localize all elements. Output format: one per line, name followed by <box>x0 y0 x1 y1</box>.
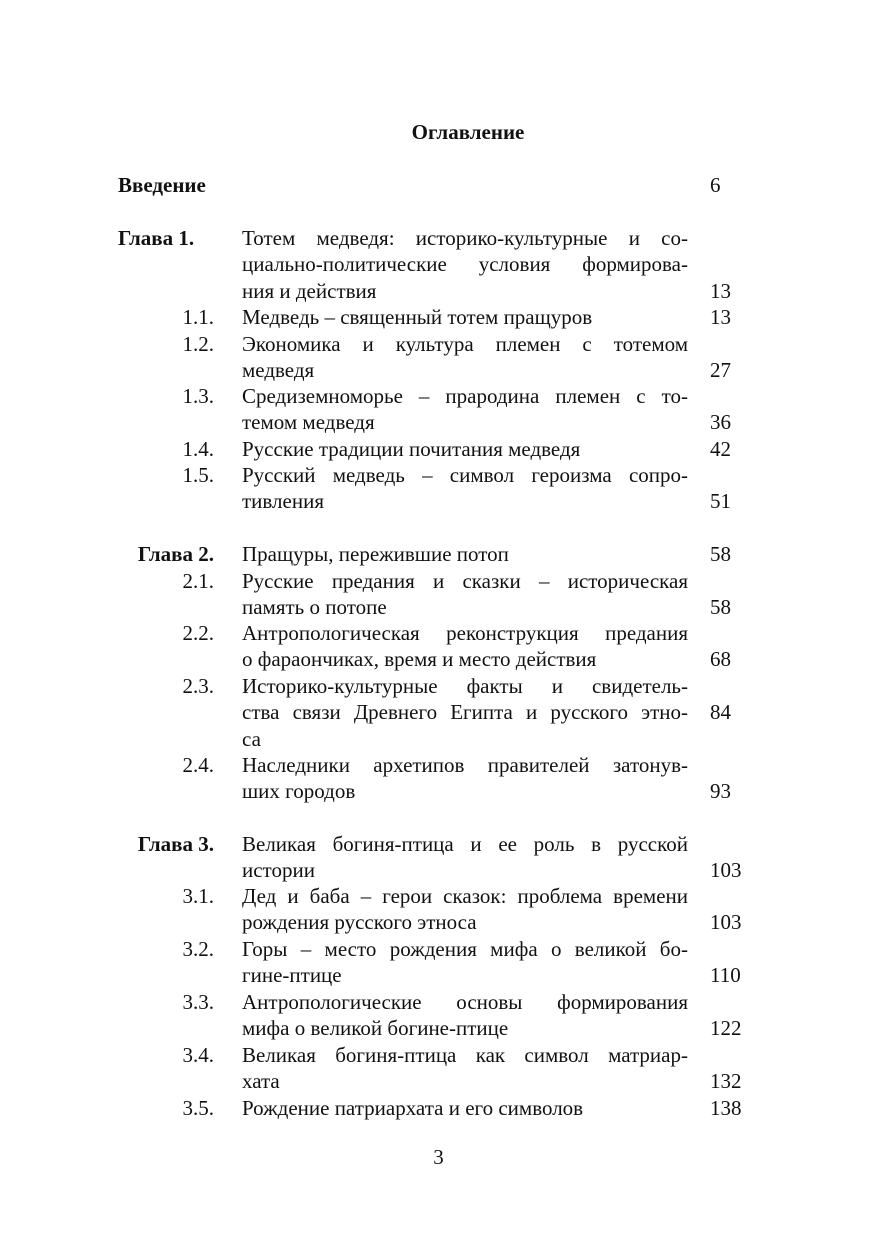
entry-label: 3.4. <box>182 1043 214 1067</box>
entry-title: Наследники архетипов правителей затонув- ших городов <box>242 753 688 804</box>
entry-page: 103 <box>710 858 742 883</box>
entry-title: Горы – место рождения мифа о великой бо- гине-птице <box>242 937 688 988</box>
entry-label: 2.3. <box>182 674 214 698</box>
entry-title: Великая богиня-птица и ее роль в русской истории <box>242 832 688 883</box>
entry-page: 103 <box>710 910 742 935</box>
entry-title: Русские традиции почитания медведя <box>242 437 581 461</box>
entry-page: 93 <box>710 779 731 804</box>
entry-page: 132 <box>710 1069 742 1094</box>
entry-page: 42 <box>710 437 731 461</box>
entry-page: 68 <box>710 647 731 672</box>
entry-title: Русский медведь – символ героизма сопро- тивления <box>242 463 688 514</box>
entry-page: 84 <box>710 700 731 725</box>
entry-page: 13 <box>710 305 731 329</box>
entry-label: 3.5. <box>182 1096 214 1120</box>
entry-title: Антропологические основы формирования мифа о великой богине-птице <box>242 990 688 1041</box>
entry-page: 138 <box>710 1096 742 1120</box>
entry-label: 1.1. <box>182 305 214 329</box>
entry-page: 58 <box>710 542 731 566</box>
entry-page: 27 <box>710 358 731 383</box>
entry-page: 58 <box>710 595 731 620</box>
entry-title: Экономика и культура племен с тотемом медведя <box>242 332 688 383</box>
entry-title: Дед и баба – герои сказок: проблема времени рождения русского этноса <box>242 884 688 935</box>
entry-label: 1.3. <box>182 384 214 408</box>
page-number: 3 <box>433 1145 444 1169</box>
entry-page: 36 <box>710 410 731 435</box>
entry-title: Великая богиня-птица как символ матриар- хата <box>242 1043 688 1094</box>
entry-label: 2.2. <box>182 621 214 645</box>
entry-label: Глава 1. <box>118 226 195 250</box>
entry-label: 2.1. <box>182 569 214 593</box>
entry-page: 51 <box>710 489 731 514</box>
entry-title: Тотем медведя: историко-культурные и со- циально-политические условия формирова- ния и действия <box>242 226 688 303</box>
page-title: Оглавление <box>411 120 525 144</box>
entry-label: 3.1. <box>182 884 214 908</box>
entry-page: 110 <box>710 963 741 988</box>
entry-label: Глава 3. <box>137 832 214 856</box>
entry-title: Медведь – священный тотем пращуров <box>242 305 593 329</box>
entry-page: 6 <box>710 173 721 197</box>
entry-page: 13 <box>710 278 731 303</box>
entry-title: Антропологическая реконструкция предания о фараончиках, время и место действия <box>242 621 688 672</box>
entry-title: Средиземноморье – прародина племен с то- темом медведя <box>242 384 688 435</box>
entry-label: Глава 2. <box>137 542 214 566</box>
entry-label: 2.4. <box>182 753 214 777</box>
entry-label: 3.2. <box>182 937 214 961</box>
entry-label: 3.3. <box>182 990 214 1014</box>
entry-label: 1.4. <box>182 437 214 461</box>
entry-title: Рождение патриархата и его символов <box>242 1096 584 1120</box>
entry-title: Русские предания и сказки – историческая память о потопе <box>242 569 688 620</box>
entry-title: Пращуры, пережившие потоп <box>242 542 509 566</box>
entry-page: 122 <box>710 1016 742 1041</box>
entry-label: Введение <box>118 173 206 197</box>
entry-label: 1.5. <box>182 463 214 487</box>
entry-label: 1.2. <box>182 332 214 356</box>
entry-title: Историко-культурные факты и свидетель- ства связи Древнего Египта и русского этно- са <box>242 674 688 751</box>
